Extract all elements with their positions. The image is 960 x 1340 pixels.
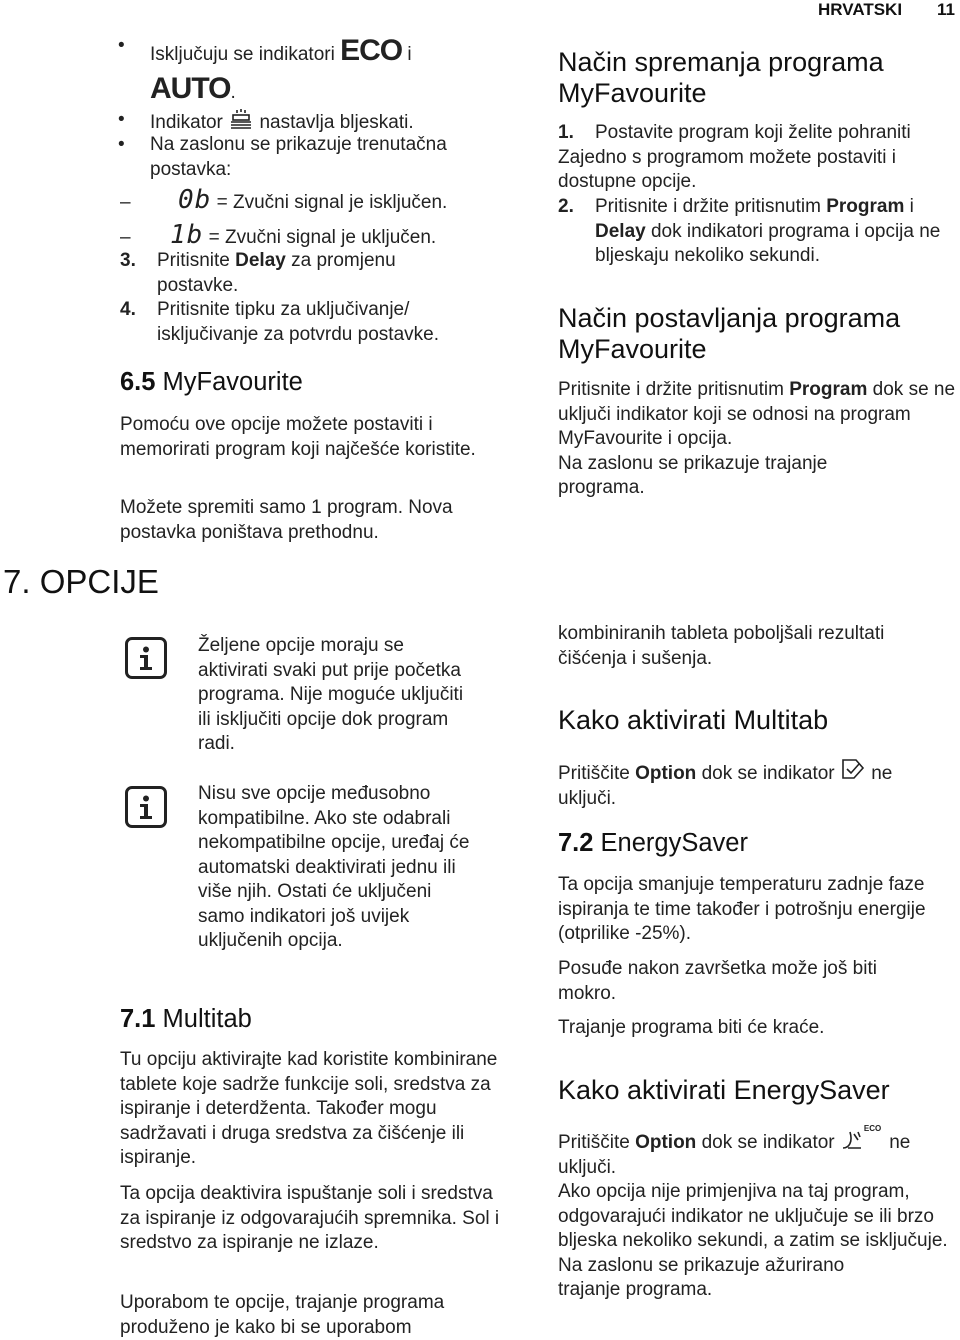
section-heading: 7.1 Multitab xyxy=(120,1005,252,1033)
info-note: Nisu sve opcije međusobno kompatibilne. Ako ste odabrali nekompatibilne opcije, uređaj će automatski deaktivirati jednu ili više njih. Ostati će uključeni samo indikatori još uvijek uključenih opcija. xyxy=(198,783,470,951)
auto-indicator-label: AUTO xyxy=(150,72,231,105)
bullet-item: • Indikator nastavlja bljeskati. xyxy=(118,109,414,133)
subheading: Način postavljanja programa MyFavourite xyxy=(558,303,901,364)
step-item: 3. Pritisnite Delay za promjenu postavke. xyxy=(120,250,396,296)
bullet-item: • Isključuju se indikatori ECO i AUTO. xyxy=(118,34,412,105)
paragraph: Ta opcija smanjuje temperaturu zadnje faze ispiranja te time također i potrošnju energije (otprilike -25%). xyxy=(558,874,926,944)
paragraph: Uporabom te opcije, trajanje programa produženo je kako bi se uporabom xyxy=(120,1292,445,1338)
multitab-indicator-icon xyxy=(840,757,866,781)
step-item: 2. Pritisnite i držite pritisnutim Program i Delay dok indikatori programa i opcija ne bljeskaju nekoliko sekundi. xyxy=(558,196,941,266)
section-heading: 6.5 MyFavourite xyxy=(120,368,303,396)
page-number: 11 xyxy=(937,0,955,19)
paragraph: Pritiščite Option dok se indikator ne uključi. xyxy=(558,757,948,811)
bullet-text: i xyxy=(407,44,412,65)
bullet-text: Isključuju se indikatori xyxy=(150,44,335,65)
subheading: Način spremanja programa MyFavourite xyxy=(558,47,884,108)
dash-text: = Zvučni signal je isključen. xyxy=(216,192,448,213)
display-code: 1b xyxy=(170,220,204,250)
subheading: Kako aktivirati Multitab xyxy=(558,705,829,735)
bullet-text: Indikator xyxy=(150,112,223,133)
paragraph: Pomoću ove opcije možete postaviti i memorirati program koji najčešće koristite. xyxy=(120,414,476,460)
paragraph: Ta opcija deaktivira ispuštanje soli i sredstva za ispiranje iz odgovarajućih spremnika. Sol i sredstvo za ispiranje ne izlaze. xyxy=(120,1183,500,1253)
energysaver-indicator-icon: ECO xyxy=(840,1128,884,1150)
dash-text: = Zvučni signal je uključen. xyxy=(208,227,437,248)
step-item: 1. Postavite program koji želite pohraniti Zajedno s programom možete postaviti i dostupne opcije. xyxy=(558,122,911,192)
bullet-text: nastavlja bljeskati. xyxy=(259,112,414,133)
step-item: 4. Pritisnite tipku za uključivanje/ isključivanje za potvrdu postavke. xyxy=(120,299,439,345)
paragraph: Pritisnite i držite pritisnutim Program dok se ne uključi indikator koji se odnosi na program MyFavourite i opcija. Na zaslonu se prikazuje trajanje programa. xyxy=(558,379,956,498)
info-icon xyxy=(125,786,167,828)
chapter-title: 7. OPCIJE xyxy=(3,563,159,600)
paragraph: Trajanje programa biti će kraće. xyxy=(558,1017,825,1038)
info-note: Željene opcije moraju se aktivirati svaki put prije početka programa. Nije moguće uključiti ili isključiti opcije dok program radi. xyxy=(198,635,464,754)
paragraph: kombiniranih tableta poboljšali rezultati čišćenja i sušenja. xyxy=(558,623,885,669)
info-icon xyxy=(125,637,167,679)
page-header xyxy=(818,0,902,20)
bullet-item: • Na zaslonu se prikazuje trenutačna postavka: xyxy=(118,133,518,182)
dishwasher-indicator-icon xyxy=(228,108,254,132)
language-label: HRVATSKI xyxy=(818,0,903,19)
display-code: 0b xyxy=(178,185,212,215)
paragraph: Posuđe nakon završetka može još biti mokro. xyxy=(558,958,877,1004)
dash-item: – 0b = Zvučni signal je isključen. xyxy=(120,185,448,215)
dash-item: – 1b = Zvučni signal je uključen. xyxy=(120,220,437,250)
subheading: Kako aktivirati EnergySaver xyxy=(558,1075,890,1105)
eco-indicator-label: ECO xyxy=(340,34,403,67)
paragraph: Možete spremiti samo 1 program. Nova postavka poništava prethodnu. xyxy=(120,497,453,543)
paragraph: Pritiščite Option dok se indikator ECO ne uključi. Ako opcija nije primjenjiva na taj program, odgovarajući indikator ne uključuje se ili brzo bljeska nekoliko sekundi, a zatim se isključuje. Na zaslonu se prikazuje ažurirano trajanje programa. xyxy=(558,1124,948,1300)
paragraph: Tu opciju aktivirajte kad koristite kombinirane tablete koje sadrže funkcije soli, sredstva za ispiranje i deterdženta. Također mogu sadržavati i druga sredstva za čišćenje ili ispiranje. xyxy=(120,1049,498,1168)
bullet-text: Na zaslonu se prikazuje trenutačna postavka: xyxy=(150,134,447,180)
section-heading: 7.2 EnergySaver xyxy=(558,829,748,857)
